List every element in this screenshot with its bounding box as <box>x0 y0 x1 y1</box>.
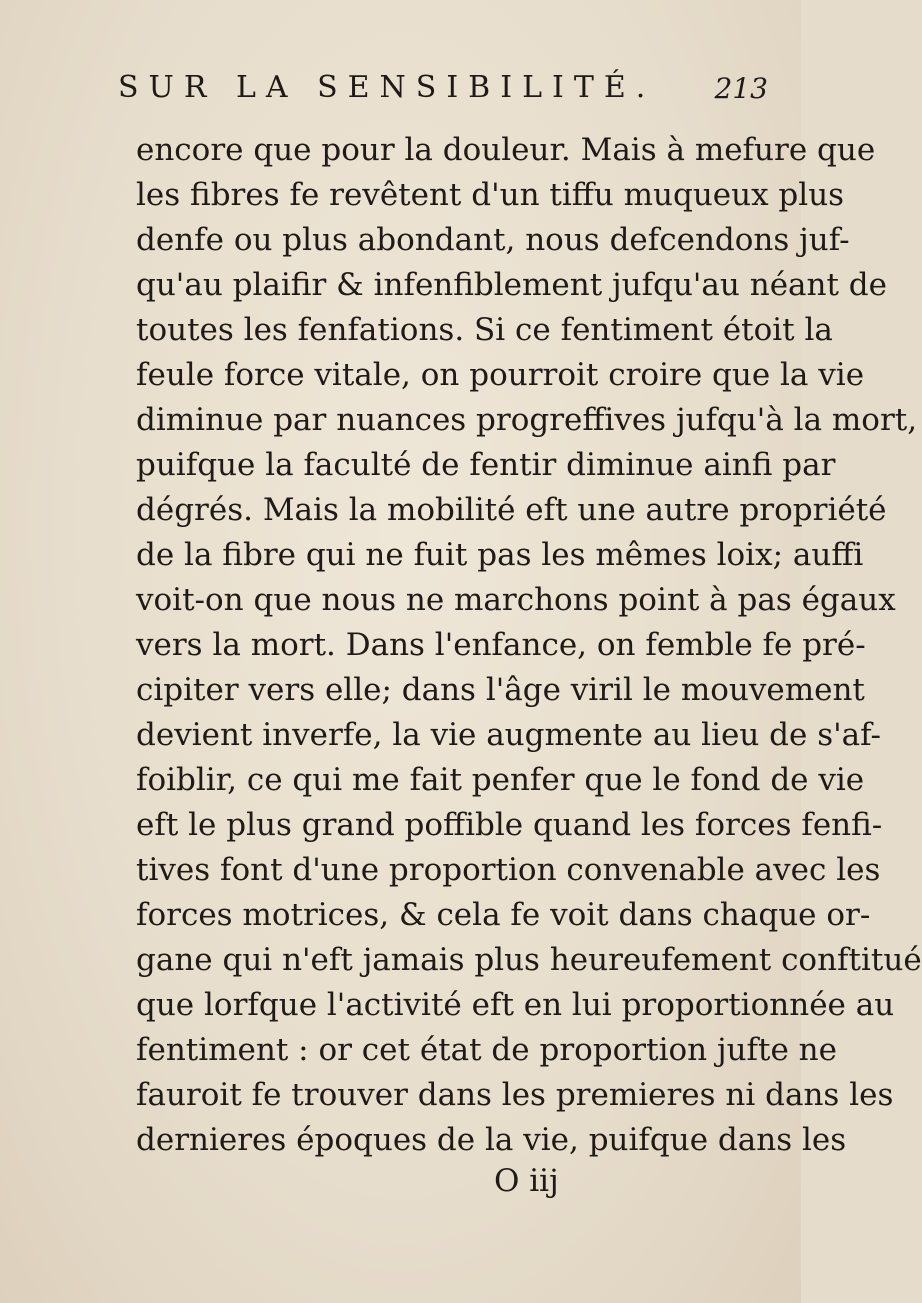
signature-mark: O iij <box>494 1163 559 1199</box>
running-head-title: SUR LA SENSIBILITÉ. <box>118 70 656 105</box>
text-line: dégrés. Mais la mobilité eft une autre propriété <box>136 492 887 528</box>
text-line: voit-on que nous ne marchons point à pas égaux <box>136 582 896 618</box>
text-line: toutes les fenfations. Si ce fentiment étoit la <box>136 312 833 348</box>
text-line: feule force vitale, on pourroit croire que la vie <box>136 357 865 393</box>
text-line: diminue par nuances progreffives jufqu'à la mort, <box>136 402 918 438</box>
text-line: vers la mort. Dans l'enfance, on femble fe pré- <box>136 627 866 663</box>
text-line: encore que pour la douleur. Mais à mefure que <box>136 132 876 168</box>
page-number: 213 <box>714 72 768 105</box>
text-line: dernieres époques de la vie, puifque dans les <box>136 1122 847 1158</box>
text-line: denfe ou plus abondant, nous defcendons juf- <box>136 222 850 258</box>
text-line: fauroit fe trouver dans les premieres ni dans les <box>136 1077 894 1113</box>
text-line: qu'au plaifir & infenfiblement jufqu'au néant de <box>136 267 887 303</box>
text-line: tives font d'une proportion convenable avec les <box>136 852 881 888</box>
text-line: que lorfque l'activité eft en lui proportionnée au <box>136 987 895 1023</box>
text-line: eft le plus grand poffible quand les forces fenfi- <box>136 807 883 843</box>
text-line: devient inverfe, la vie augmente au lieu de s'af- <box>136 717 881 753</box>
text-line: forces motrices, & cela fe voit dans chaque or- <box>136 897 871 933</box>
text-line: de la fibre qui ne fuit pas les mêmes loix; auffi <box>136 537 864 573</box>
text-line: les fibres fe revêtent d'un tiffu muqueux plus <box>136 177 845 213</box>
text-line: foiblir, ce qui me fait penfer que le fond de vie <box>136 762 865 798</box>
text-line: puifque la faculté de fentir diminue ainfi par <box>136 447 836 483</box>
text-line: cipiter vers elle; dans l'âge viril le mouvement <box>136 672 865 708</box>
text-line: gane qui n'eft jamais plus heureufement conftitué <box>136 942 922 978</box>
text-line: fentiment : or cet état de proportion jufte ne <box>136 1032 837 1068</box>
running-head <box>118 70 768 116</box>
